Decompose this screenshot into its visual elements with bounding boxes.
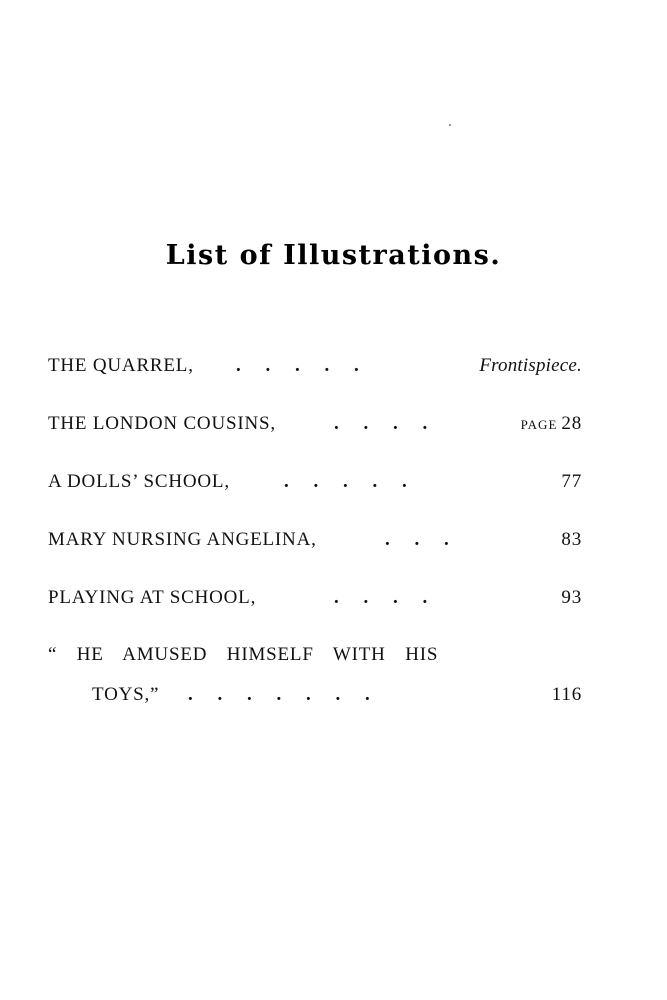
illustration-page: Frontispiece. xyxy=(479,355,582,376)
illustration-page-group xyxy=(521,409,582,440)
illustration-title: THE LONDON COUSINS, xyxy=(48,413,276,434)
illustration-title: THE QUARREL, xyxy=(48,355,194,376)
illustration-title-line-2: TOYS,” xyxy=(92,684,160,705)
paper-speck xyxy=(449,124,451,126)
page-prefix: PAGE xyxy=(520,417,558,432)
list-item xyxy=(48,640,582,670)
illustration-page: 93 xyxy=(561,587,582,608)
list-item-continuation xyxy=(48,680,582,710)
dot-leader: . . . . . xyxy=(236,355,359,376)
dot-leader: . . . . . xyxy=(284,471,407,492)
illustration-title: A DOLLS’ SCHOOL, xyxy=(48,471,230,492)
illustration-page: 28 xyxy=(561,413,582,434)
dot-leader: . . . xyxy=(385,529,449,550)
list-item xyxy=(48,583,582,613)
list-item xyxy=(48,467,582,497)
list-item xyxy=(48,351,582,381)
list-item xyxy=(48,525,582,555)
list-item xyxy=(48,409,582,439)
illustration-page: 77 xyxy=(561,471,582,492)
illustration-title: MARY NURSING ANGELINA, xyxy=(48,529,317,550)
illustration-page: 116 xyxy=(551,684,582,705)
dot-leader: . . . . xyxy=(334,587,428,608)
illustration-title: PLAYING AT SCHOOL, xyxy=(48,587,257,608)
dot-leader: . . . . xyxy=(334,413,428,434)
dot-leader: . . . . . . . xyxy=(188,684,370,705)
illustration-page: 83 xyxy=(561,529,582,550)
illustration-title-line-1: “ HE AMUSED HIMSELF WITH HIS xyxy=(48,644,439,665)
page-title: List of Illustrations. xyxy=(165,240,502,271)
